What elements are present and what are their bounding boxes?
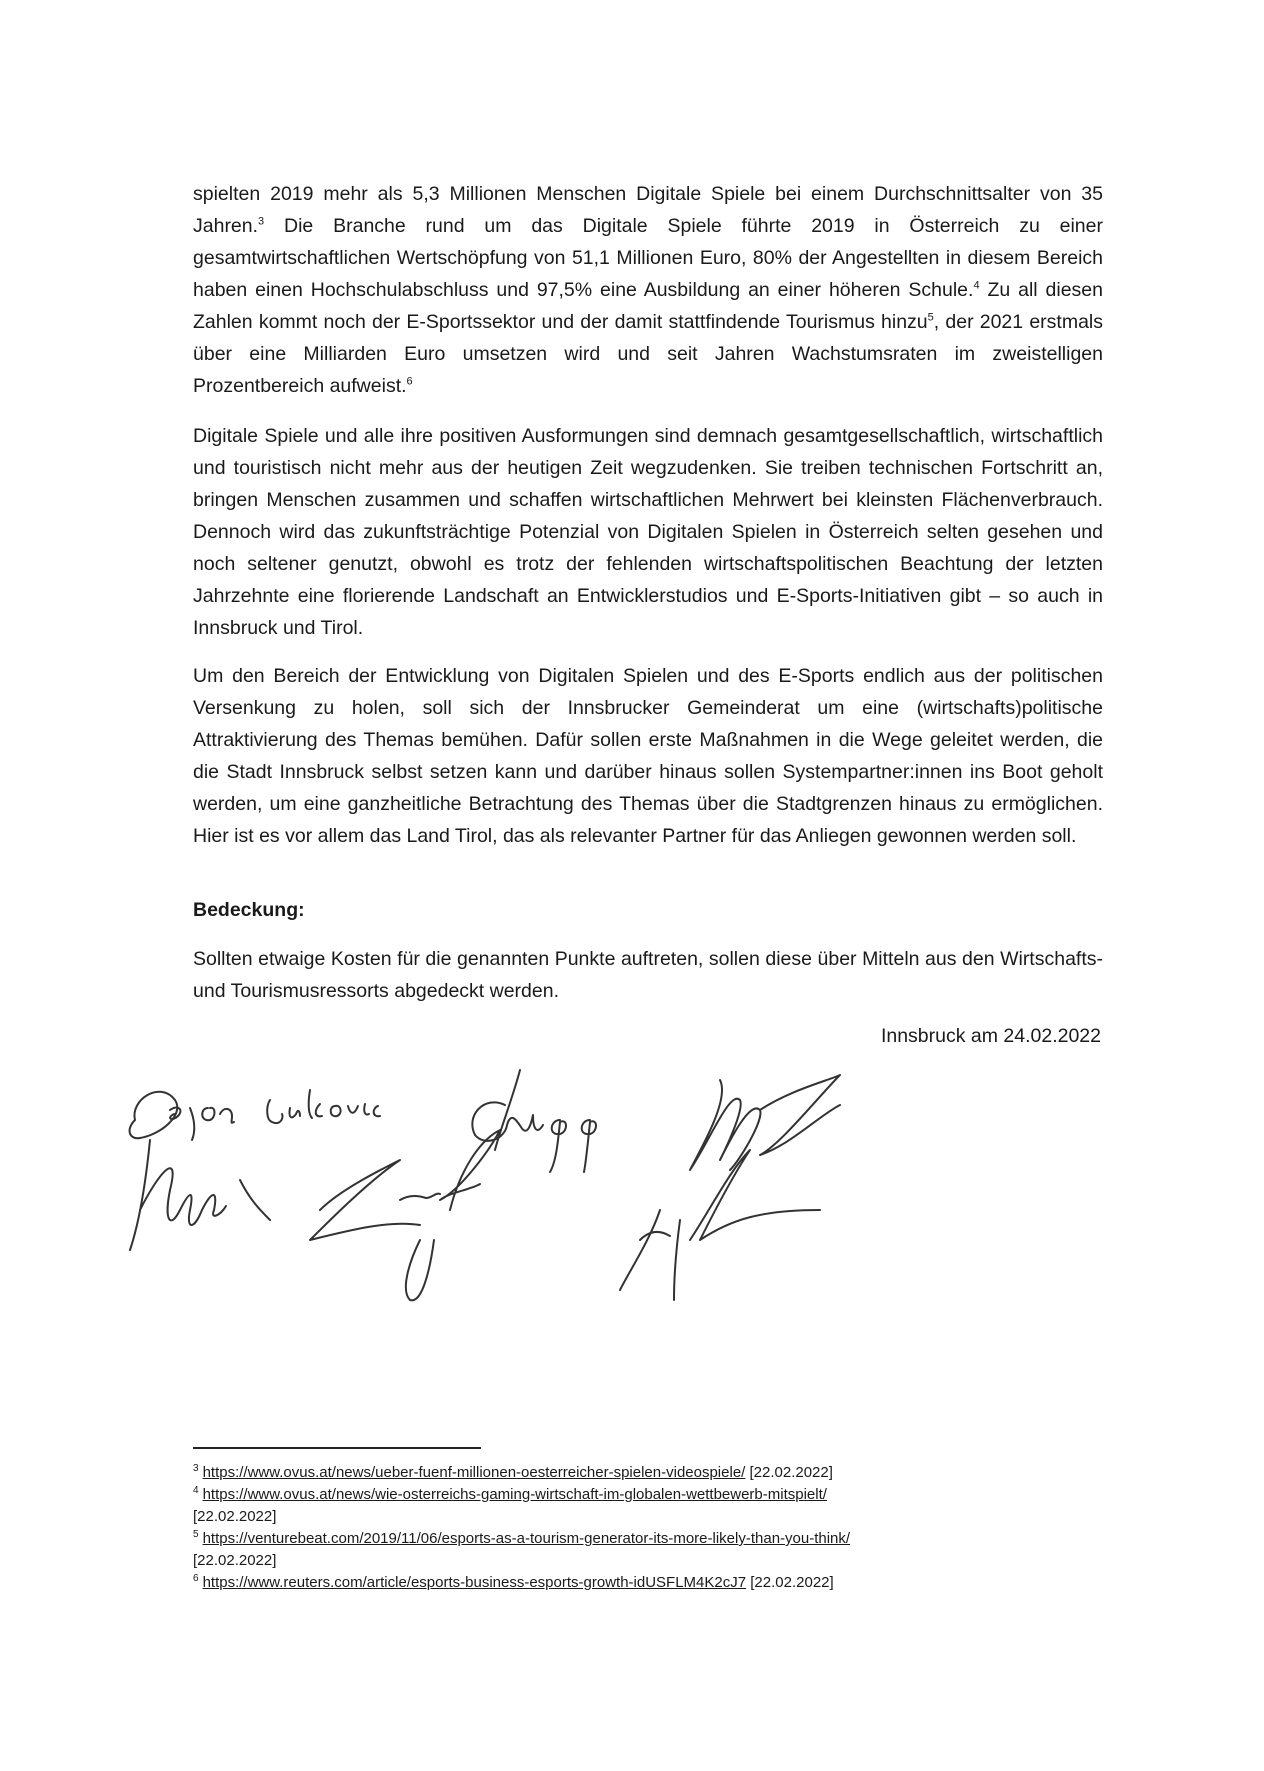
footnote-link[interactable]: https://venturebeat.com/2019/11/06/esports-as-a-tourism-generator-its-more-likely-than-you-think/	[202, 1530, 851, 1547]
signature-stroke	[267, 1090, 380, 1123]
footnote-ref-6[interactable]: 6	[406, 375, 413, 388]
footnote-separator	[193, 1447, 481, 1449]
signature-stroke	[130, 1140, 270, 1250]
margin-bleed-through	[80, 170, 180, 330]
paragraph-4	[193, 943, 1103, 1007]
paragraph-1-text-a: spielten 2019 mehr als 5,3 Millionen Menschen Digitale Spiele bei einem Durchschnittsalter von 35 Jahren.	[193, 183, 1103, 237]
signature-stroke	[130, 1092, 234, 1140]
footnote-3	[193, 1462, 1073, 1484]
footnote-date: [22.02.2022]	[749, 1464, 833, 1481]
footnote-6	[193, 1572, 1073, 1594]
footnote-link[interactable]: https://www.reuters.com/article/esports-business-esports-growth-idUSFLM4K2cJ7	[202, 1574, 747, 1591]
footnote-number: 4	[193, 1485, 199, 1496]
paragraph-4-text: Sollten etwaige Kosten für die genannten Punkte auftreten, sollen diese über Mitteln aus den Wirtschafts- und Tourismusressorts abgedeckt werden.	[193, 948, 1103, 1002]
footnote-5	[193, 1528, 1073, 1572]
footnote-number: 5	[193, 1529, 199, 1540]
footnotes	[193, 1462, 1073, 1594]
paragraph-1-text-d: , der 2021 erstmals über eine Milliarden Euro umsetzen wird und seit Jahren Wachstumsraten im zweistelligen Prozentbereich aufweist.	[193, 311, 1103, 397]
signature-stroke	[472, 1070, 596, 1172]
place-and-date: Innsbruck am 24.02.2022	[880, 1025, 1101, 1047]
signature-6	[620, 1150, 820, 1300]
footnote-ref-5[interactable]: 5	[927, 311, 934, 324]
footnote-link[interactable]: https://www.ovus.at/news/ueber-fuenf-millionen-oesterreicher-spielen-videospiele/	[202, 1464, 746, 1481]
footnote-link[interactable]: https://www.ovus.at/news/wie-osterreichs-gaming-wirtschaft-im-globalen-wettbewerb-mitspielt/	[202, 1486, 827, 1503]
signatures-block	[120, 1060, 1120, 1360]
signature-2	[472, 1070, 596, 1172]
paragraph-1-text-b: Die Branche rund um das Digitale Spiele führte 2019 in Österreich zu einer gesamtwirtschaftlichen Wertschöpfung von 51,1 Millionen Euro, 80% der Angestellten in diesem Bereich haben einen Hochschulabschluss und 97,5% eine Ausbildung an einer höheren Schule.	[193, 215, 1103, 301]
footnote-date: [22.02.2022]	[193, 1552, 277, 1569]
footnote-date: [22.02.2022]	[193, 1508, 277, 1525]
footnote-number: 6	[193, 1573, 199, 1584]
paragraph-3	[193, 660, 1103, 852]
signature-4	[130, 1140, 270, 1250]
footnote-4	[193, 1484, 1073, 1528]
footnote-ref-3[interactable]: 3	[258, 215, 265, 228]
paragraph-2	[193, 420, 1103, 644]
footnote-date: [22.02.2022]	[750, 1574, 834, 1591]
footnote-ref-4[interactable]: 4	[973, 279, 980, 292]
signature-stroke	[690, 1075, 840, 1170]
signature-3	[690, 1075, 840, 1170]
paragraph-1	[193, 178, 1103, 402]
paragraph-3-text: Um den Bereich der Entwicklung von Digitalen Spielen und des E-Sports endlich aus der politischen Versenkung zu holen, soll sich der Innsbrucker Gemeinderat um eine (wirtschafts)politische Attraktivierung des Themas bemühen. Dafür sollen erste Maßnahmen in die Wege geleitet werden, die die Stadt Innsbruck selbst setzen kann und darüber hinaus sollen Systempartner:innen ins Boot geholt werden, um eine ganzheitliche Betrachtung des Themas über die Stadtgrenzen hinaus zu ermöglichen. Hier ist es vor allem das Land Tirol, das als relevanter Partner für das Anliegen gewonnen werden soll.	[193, 665, 1103, 847]
signature-stroke	[310, 1130, 500, 1300]
signature-5	[310, 1130, 500, 1300]
paragraph-1-text-c: Zu all diesen Zahlen kommt noch der E-Sportssektor und der damit stattfindende Tourismus hinzu	[193, 279, 1104, 333]
signature-dejan-lukovic	[130, 1090, 380, 1140]
paragraph-2-text: Digitale Spiele und alle ihre positiven Ausformungen sind demnach gesamtgesellschaftlich, wirtschaftlich und touristisch nicht mehr aus der heutigen Zeit wegzudenken. Sie treiben technischen Fortschritt an, bringen Menschen zusammen und schaffen wirtschaftlichen Mehrwert bei kleinsten Flächenverbrauch. Dennoch wird das zukunftsträchtige Potenzial von Digitalen Spielen in Österreich selten gesehen und noch seltener genutzt, obwohl es trotz der fehlenden wirtschaftspolitischen Beachtung der letzten Jahrzehnte eine florierende Landschaft an Entwicklerstudios und E-Sports-Initiativen gibt – so auch in Innsbruck und Tirol.	[193, 425, 1103, 639]
footnote-number: 3	[193, 1463, 199, 1474]
section-heading-bedeckung: Bedeckung:	[193, 899, 305, 921]
signature-stroke	[620, 1150, 820, 1300]
